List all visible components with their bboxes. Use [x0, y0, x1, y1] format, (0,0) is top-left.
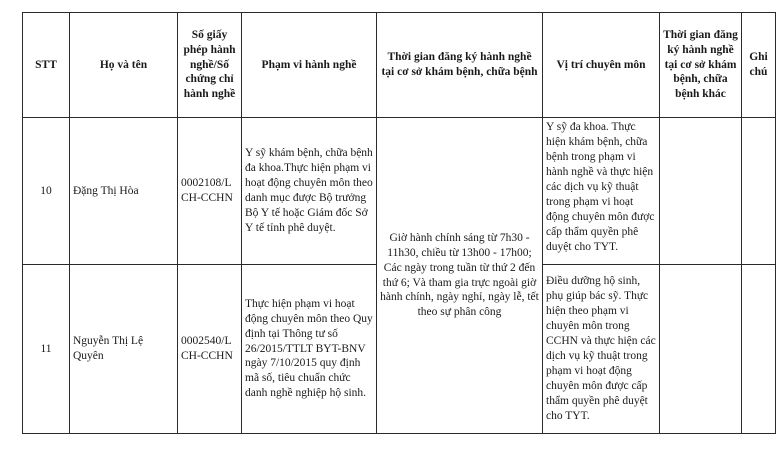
row-other-time: [660, 265, 742, 434]
row-position: Điều dưỡng hộ sinh, phụ giúp bác sỹ. Thực hiện theo phạm vi chuyên môn trong CCHN và thực hiện các dịch vụ kỹ thuật trong phạm vi hoạt động chuyên môn được cấp thẩm quyền phê duyệt cho TYT.: [543, 265, 660, 434]
row-license: 0002540/L CH-CCHN: [178, 265, 242, 434]
table-header-row: [23, 13, 776, 118]
row-scope: Y sỹ khám bệnh, chữa bệnh đa khoa.Thực hiện phạm vi hoạt động chuyên môn theo danh mục được Bộ trưởng Bộ Y tế hoặc Giám đốc Sở Y tế tỉnh phê duyệt.: [242, 118, 377, 265]
row-stt: 10: [23, 118, 70, 265]
row-note: [742, 118, 776, 265]
row-note: [742, 265, 776, 434]
staff-registration-table: [22, 12, 776, 434]
row-other-time: [660, 118, 742, 265]
row-stt: 11: [23, 265, 70, 434]
table-row: [23, 118, 776, 265]
header-name: Họ và tên: [70, 13, 178, 118]
header-position: Vị trí chuyên môn: [543, 13, 660, 118]
header-other-time: Thời gian đăng ký hành nghề tại cơ sở khám bệnh, chữa bệnh khác: [660, 13, 742, 118]
row-name: Nguyễn Thị Lệ Quyên: [70, 265, 178, 434]
row-position: Y sỹ đa khoa. Thực hiện khám bệnh, chữa bệnh trong phạm vi hành nghề và thực hiện các dịch vụ kỹ thuật trong phạm vi hoạt động chuyên môn được cấp thẩm quyền phê duyệt cho TYT.: [543, 118, 660, 265]
header-scope: Phạm vi hành nghề: [242, 13, 377, 118]
header-stt: STT: [23, 13, 70, 118]
header-note: Ghi chú: [742, 13, 776, 118]
row-license: 0002108/L CH-CCHN: [178, 118, 242, 265]
row-scope: Thực hiện phạm vi hoạt động chuyên môn theo Quy định tại Thông tư số 26/2015/TTLT BYT-BNV ngày 7/10/2015 quy định mã số, tiêu chuẩn chức danh nghề nghiệp hộ sinh.: [242, 265, 377, 434]
row-name: Đặng Thị Hòa: [70, 118, 178, 265]
header-time: Thời gian đăng ký hành nghề tại cơ sở khám bệnh, chữa bệnh: [377, 13, 543, 118]
shared-working-time: Giờ hành chính sáng từ 7h30 - 11h30, chiều từ 13h00 - 17h00; Các ngày trong tuần từ thứ 2 đến thứ 6; Và tham gia trực ngoài giờ hành chính, ngày nghỉ, ngày lễ, tết theo sự phân công: [377, 118, 543, 434]
header-license: Số giấy phép hành nghề/Số chứng chỉ hành nghề: [178, 13, 242, 118]
